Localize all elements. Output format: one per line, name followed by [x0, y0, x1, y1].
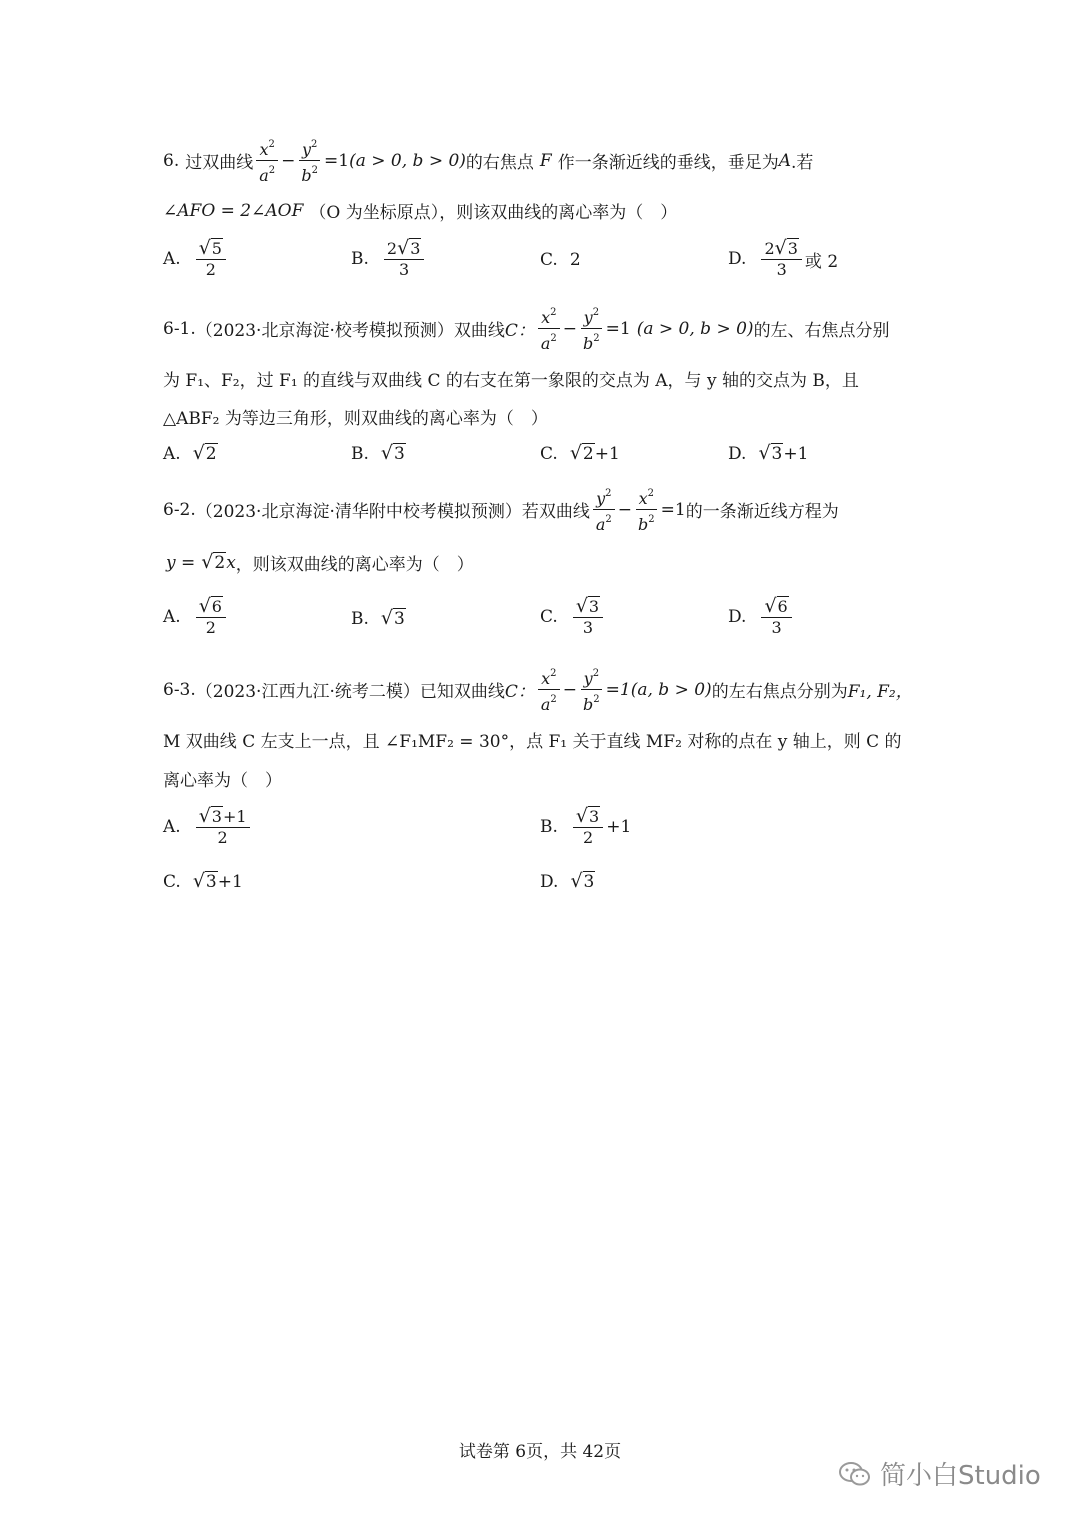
q6-2-eq: =1 [660, 499, 686, 520]
q6-1-eq: =1 [605, 318, 631, 339]
q6-3-line2-text: M 双曲线 C 左支上一点，且 ∠F₁MF₂ = 30°，点 F₁ 关于直线 MF₂ 对称的点在 y 轴上，则 C 的 [163, 732, 902, 752]
option-radical: √ 3 [380, 442, 405, 464]
q6-3-text-a: 的左右焦点分别为 [711, 682, 848, 702]
option-label: C. [540, 607, 558, 627]
option-label: B. [351, 249, 369, 269]
q6-3-frac-x: $\frac{x^2}{a^2}$ [538, 664, 560, 715]
wechat-icon [838, 1460, 872, 1488]
q6-text-c: 作一条渐近线的垂线，垂足为 [557, 153, 779, 173]
q6-2-source: （2023·北京海淀·清华附中校考模拟预测）若双曲线 [195, 502, 590, 522]
q6-cond: (a > 0, b > 0) [349, 150, 466, 171]
option-tail: +1 [217, 871, 243, 892]
option-label: C. [540, 443, 558, 464]
q6-option-a[interactable] [163, 238, 229, 280]
option-tail: 或 2 [804, 251, 839, 272]
page-footer: 试卷第 6页，共 42页 [458, 1442, 622, 1462]
q6-3-option-a[interactable] [163, 806, 253, 848]
q6-1-line1: 6-1. （2023·北京海淀·校考模拟预测）双曲线 C： $\frac{x^2}{a^2}$ − $\frac{y^2}{b^2}$ =1 (a > 0, b > 0) 的左、右焦点分别 [163, 303, 890, 354]
q6-1-C: C： [504, 321, 535, 341]
option-label: D. [728, 443, 747, 464]
option-label: B. [351, 608, 369, 629]
q6-2-option-a[interactable] [163, 596, 229, 638]
q6-1-option-c[interactable] [540, 443, 620, 464]
option-radical: √ 2 [569, 442, 594, 464]
option-frac: 2 √ 3 3 [761, 238, 801, 280]
q6-1-option-b[interactable] [351, 443, 406, 464]
q6-2-asymptote-var: x [226, 552, 236, 573]
q6-A: A [778, 150, 791, 171]
option-label: D. [540, 871, 559, 892]
q6-1-line3 [163, 404, 548, 429]
option-label: A. [163, 817, 181, 837]
option-label: A. [163, 607, 181, 627]
option-label: A. [163, 443, 181, 464]
q6-line2-text: （O 为坐标原点），则该双曲线的离心率为（ ） [309, 203, 678, 223]
q6-1-frac-y: $\frac{y^2}{b^2}$ [580, 303, 603, 354]
q6-3-eq: =1(a, b > 0) [605, 679, 712, 700]
q6-F: F [539, 150, 552, 171]
option-frac: √ 3 3 [573, 596, 603, 638]
q6-number: 6. [163, 150, 180, 171]
q6-3-C: C： [504, 682, 535, 702]
q6-2-option-c[interactable] [540, 596, 606, 638]
q6-3-line3-text: 离心率为（ ） [163, 771, 282, 791]
q6-3-option-c[interactable] [163, 871, 243, 892]
option-label: D. [728, 249, 747, 269]
option-frac: √ 5 2 [196, 238, 226, 280]
q6-3-source: （2023·江西九江·统考二模）已知双曲线 [195, 682, 505, 702]
q6-option-b[interactable] [351, 238, 427, 280]
option-frac: √ 6 3 [761, 596, 791, 638]
option-frac: √ 3 +1 2 [196, 806, 250, 848]
q6-1-line2-text: 为 F₁、F₂，过 F₁ 的直线与双曲线 C 的右支在第一象限的交点为 A，与 y 轴的交点为 B，且 [163, 371, 859, 391]
option-radical: √ 2 [192, 442, 217, 464]
q6-2-line2 [166, 550, 474, 575]
q6-3-option-b[interactable] [540, 806, 631, 848]
option-frac: √ 6 2 [196, 596, 226, 638]
q6-2-frac-y: $\frac{y^2}{a^2}$ [593, 484, 615, 535]
watermark [838, 1455, 1041, 1492]
option-tail: +1 [606, 817, 632, 837]
q6-2-option-b[interactable] [351, 608, 406, 629]
q6-1-source: （2023·北京海淀·校考模拟预测）双曲线 [195, 321, 505, 341]
watermark-text: 简小白Studio [880, 1461, 1041, 1491]
q6-1-number: 6-1. [163, 318, 196, 339]
q6-2-number: 6-2. [163, 499, 196, 520]
option-label: A. [163, 249, 181, 269]
q6-text-b: 的右焦点 [465, 153, 534, 173]
option-radical: √ 3 [192, 870, 217, 892]
q6-1-line2 [163, 366, 859, 391]
q6-2-line2-text: ，则该双曲线的离心率为（ ） [235, 555, 474, 575]
q6-2-asymptote-lhs: y = [166, 552, 196, 573]
option-value: 2 [569, 250, 581, 270]
q6-eq: =1 [324, 150, 350, 171]
q6-1-option-a[interactable] [163, 443, 218, 464]
q6-2-asymptote-radical: √ 2 [201, 551, 226, 573]
option-radical: √ 3 [758, 442, 783, 464]
q6-1-line3-text: △ABF₂ 为等边三角形，则双曲线的离心率为（ ） [163, 409, 548, 429]
option-tail: +1 [783, 443, 809, 464]
q6-option-d[interactable] [728, 238, 838, 280]
q6-line2 [163, 198, 677, 223]
q6-3-frac-y: $\frac{y^2}{b^2}$ [580, 664, 603, 715]
option-label: C. [163, 871, 181, 892]
q6-2-frac-x: $\frac{x^2}{b^2}$ [635, 484, 658, 535]
q6-3-option-d[interactable] [540, 871, 595, 892]
q6-frac-y: $\frac{y^2}{b^2}$ [298, 135, 321, 186]
q6-option-c[interactable] [540, 250, 581, 270]
q6-3-foci: F₁, F₂， [847, 682, 913, 702]
q6-text-d: .若 [791, 153, 814, 173]
option-radical: √ 3 [380, 607, 405, 629]
q6-1-option-d[interactable] [728, 443, 808, 464]
option-label: B. [351, 443, 369, 464]
option-radical: √ 3 [570, 870, 595, 892]
option-frac: √ 3 2 [573, 806, 603, 848]
q6-angle-eq: ∠AFO = 2∠AOF [163, 200, 304, 221]
q6-3-line3 [163, 766, 282, 791]
q6-3-line2 [163, 727, 902, 752]
q6-2-option-d[interactable] [728, 596, 795, 638]
q6-1-frac-x: $\frac{x^2}{a^2}$ [538, 303, 560, 354]
q6-1-cond: (a > 0, b > 0) [636, 318, 754, 339]
q6-frac-x: $\frac{x^2}{a^2}$ [256, 135, 278, 186]
q6-2-text-a: 的一条渐近线方程为 [685, 502, 839, 522]
option-label: B. [540, 817, 558, 837]
q6-2-line1: 6-2. （2023·北京海淀·清华附中校考模拟预测）若双曲线 $\frac{y^2}{a^2}$ − $\frac{x^2}{b^2}$ =1 的一条渐近线方程为 [163, 484, 839, 535]
q6-text-a: 过双曲线 [185, 153, 254, 173]
option-label: D. [728, 607, 747, 627]
option-tail: +1 [594, 443, 620, 464]
option-label: C. [540, 250, 558, 270]
q6-1-text-a: 的左、右焦点分别 [753, 321, 890, 341]
q6-3-line1: 6-3. （2023·江西九江·统考二模）已知双曲线 C： $\frac{x^2}{a^2}$ − $\frac{y^2}{b^2}$ =1(a, b > 0) 的左右焦点分别为 F₁, F₂， [163, 664, 913, 715]
q6-3-number: 6-3. [163, 679, 196, 700]
q6-line1: 6. 过双曲线 $\frac{x^2}{a^2}$ − $\frac{y^2}{b^2}$ =1 (a > 0, b > 0) 的右焦点 F 作一条渐近线的垂线，垂足为 A .若 [163, 135, 813, 186]
option-frac: 2 √ 3 3 [384, 238, 424, 280]
